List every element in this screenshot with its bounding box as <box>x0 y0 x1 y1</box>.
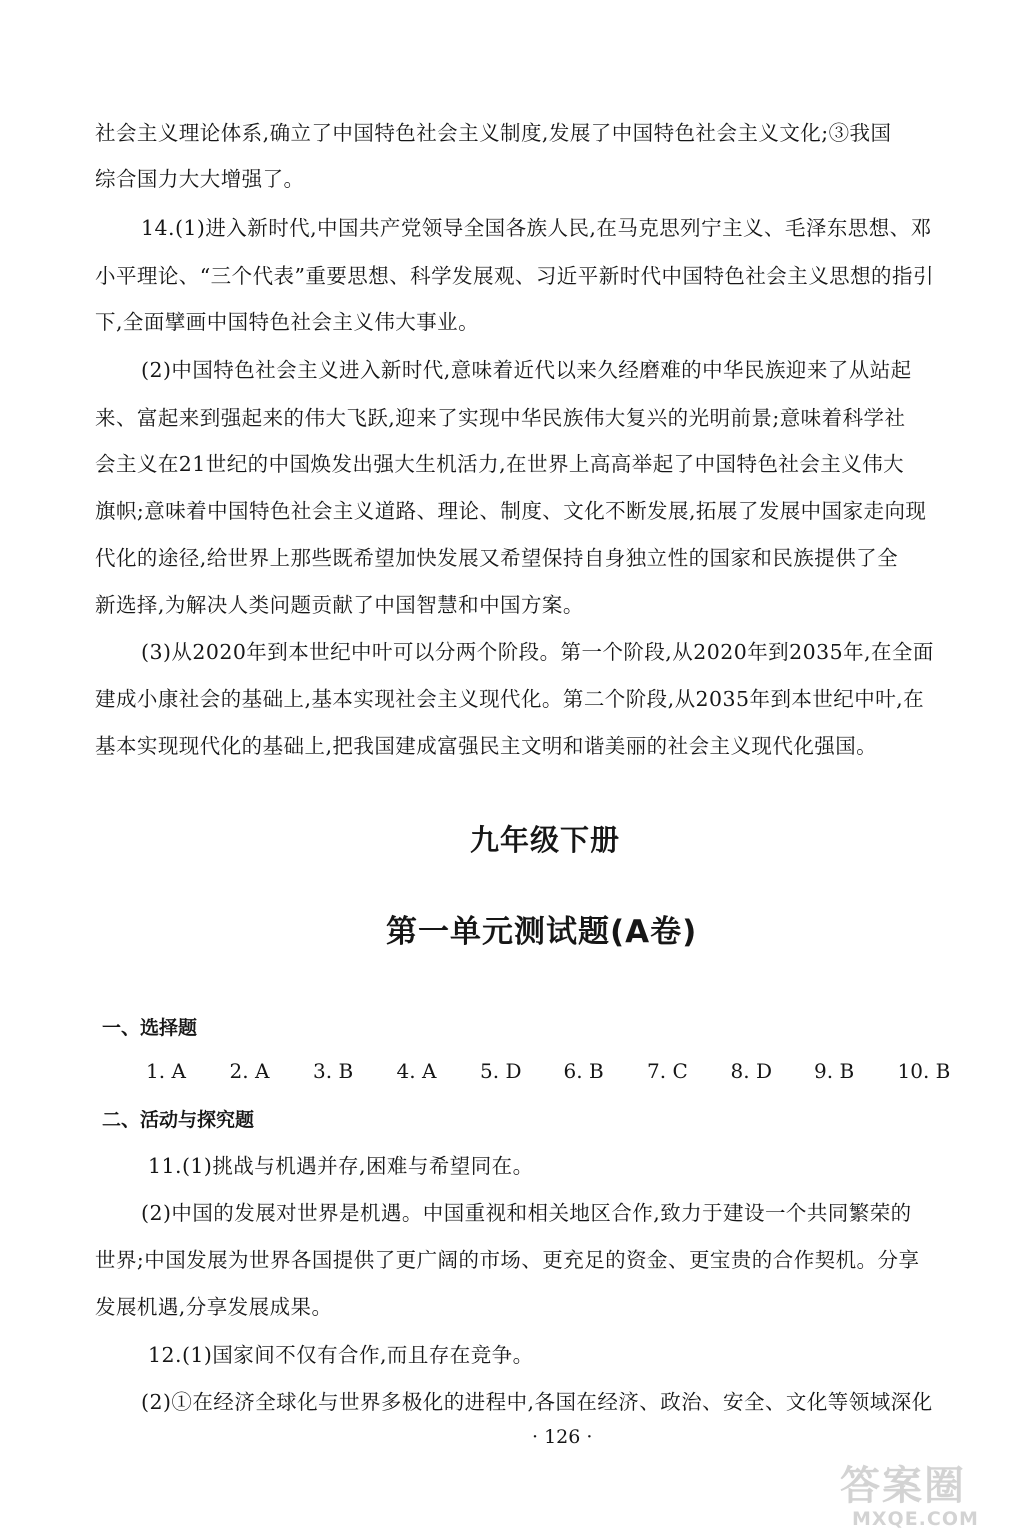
text-line: 新选择,为解决人类问题贡献了中国智慧和中国方案。 <box>95 593 584 617</box>
section-heading-choice: 一、选择题 <box>102 1017 198 1039</box>
answer-list <box>146 1056 981 1086</box>
answer-item: 10. B <box>897 1059 951 1083</box>
text-line: 发展机遇,分享发展成果。 <box>95 1295 333 1319</box>
text-line: 基本实现现代化的基础上,把我国建成富强民主文明和谐美丽的社会主义现代化强国。 <box>95 734 878 758</box>
book-title: 九年级下册 <box>470 823 621 857</box>
text-line: 世界;中国发展为世界各国提供了更广阔的市场、更充足的资金、更宝贵的合作契机。分享 <box>95 1248 920 1272</box>
watermark-text: 答案圈 <box>840 1463 966 1509</box>
text-line: 建成小康社会的基础上,基本实现社会主义现代化。第二个阶段,从2035年到本世纪中叶,在 <box>95 687 925 711</box>
text-line: (3)从2020年到本世纪中叶可以分两个阶段。第一个阶段,从2020年到2035年,在全面 <box>141 640 934 664</box>
unit-title: 第一单元测试题(A卷) <box>386 914 698 950</box>
answer-item: 8. D <box>730 1059 772 1083</box>
section-heading-activity: 二、活动与探究题 <box>102 1109 255 1131</box>
answer-item: 5. D <box>480 1059 522 1083</box>
watermark-logo <box>834 1462 1010 1532</box>
text-line: 代化的途径,给世界上那些既希望加快发展又希望保持自身独立性的国家和民族提供了全 <box>95 546 899 570</box>
text-line: 11.(1)挑战与机遇并存,困难与希望同在。 <box>148 1154 534 1178</box>
answer-item: 2. A <box>229 1059 270 1083</box>
answer-item: 6. B <box>563 1059 604 1083</box>
answer-item: 3. B <box>313 1059 354 1083</box>
text-line: 会主义在21世纪的中国焕发出强大生机活力,在世界上高高举起了中国特色社会主义伟大 <box>95 452 905 476</box>
text-line: 旗帜;意味着中国特色社会主义道路、理论、制度、文化不断发展,拓展了发展中国家走向现 <box>95 499 927 523</box>
answer-item: 9. B <box>814 1059 855 1083</box>
watermark-url: MXQE.COM <box>852 1508 979 1530</box>
answer-item: 7. C <box>647 1059 688 1083</box>
text-line: 14.(1)进入新时代,中国共产党领导全国各族人民,在马克思列宁主义、毛泽东思想、邓 <box>141 216 932 240</box>
answer-item: 4. A <box>396 1059 437 1083</box>
text-line: 下,全面擘画中国特色社会主义伟大事业。 <box>95 310 480 334</box>
text-line: 12.(1)国家间不仅有合作,而且存在竞争。 <box>148 1343 534 1367</box>
text-line: 综合国力大大增强了。 <box>95 167 305 191</box>
text-line: 来、富起来到强起来的伟大飞跃,迎来了实现中华民族伟大复兴的光明前景;意味着科学社 <box>95 406 906 430</box>
text-line: (2)中国特色社会主义进入新时代,意味着近代以来久经磨难的中华民族迎来了从站起 <box>141 358 912 382</box>
answer-item: 1. A <box>146 1059 186 1083</box>
text-line: 社会主义理论体系,确立了中国特色社会主义制度,发展了中国特色社会主义文化;③我国 <box>95 121 892 145</box>
text-line: (2)①在经济全球化与世界多极化的进程中,各国在经济、政治、安全、文化等领域深化 <box>141 1390 933 1414</box>
page-number: · 126 · <box>532 1426 593 1448</box>
text-line: (2)中国的发展对世界是机遇。中国重视和相关地区合作,致力于建设一个共同繁荣的 <box>141 1201 912 1225</box>
text-line: 小平理论、“三个代表”重要思想、科学发展观、习近平新时代中国特色社会主义思想的指引 <box>95 264 934 288</box>
